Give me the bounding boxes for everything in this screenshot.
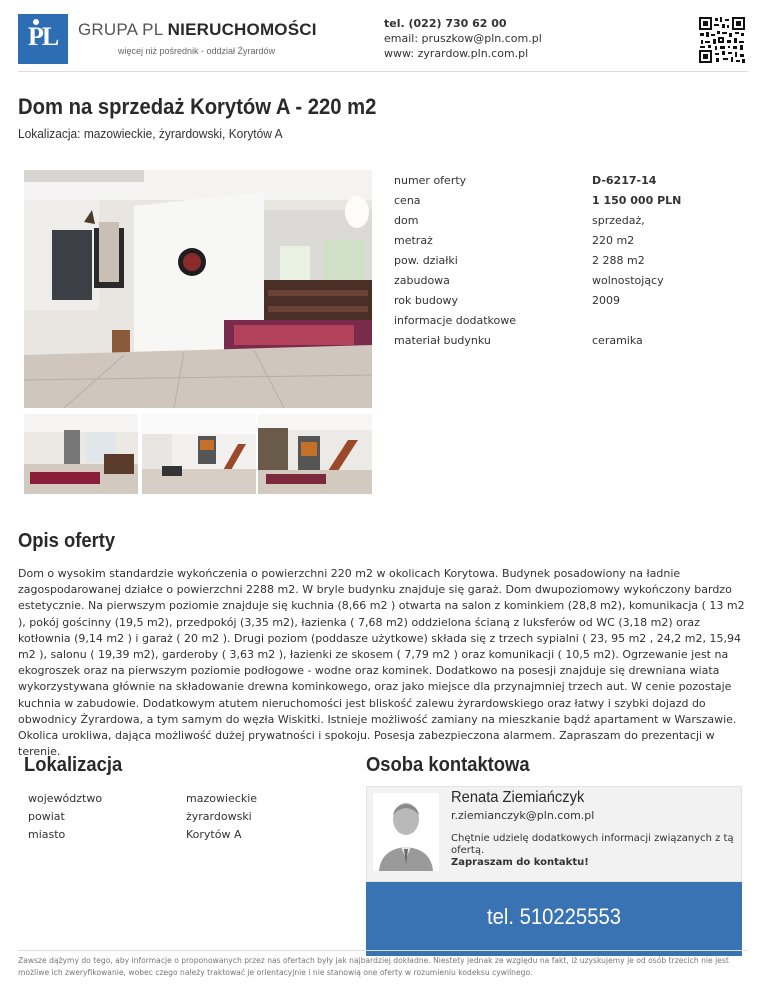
detail-row	[388, 230, 748, 250]
detail-row	[388, 290, 748, 310]
qr-code-icon	[698, 16, 746, 64]
location-table	[28, 790, 328, 844]
agent-avatar	[373, 793, 439, 871]
gallery-thumbnail[interactable]	[142, 414, 256, 494]
location-row	[28, 790, 328, 808]
location-heading: Lokalizacja	[24, 754, 123, 776]
agent-heading: Osoba kontaktowa	[366, 754, 530, 776]
agent-phone[interactable]: tel. 510225553	[487, 904, 621, 929]
detail-value: wolnostojący	[592, 274, 664, 287]
location-value: mazowieckie	[186, 792, 258, 805]
brand-tagline: więcej niż pośrednik - oddział Żyrardów	[118, 46, 276, 56]
location-row	[28, 826, 328, 844]
detail-row	[388, 270, 748, 290]
detail-row	[388, 310, 748, 330]
detail-value: 2 288 m2	[592, 254, 645, 267]
brand-main: NIERUCHOMOŚCI	[167, 20, 317, 39]
detail-label: pow. działki	[394, 254, 458, 267]
location-label: miasto	[28, 828, 66, 841]
detail-label: cena	[394, 194, 421, 207]
agent-card	[366, 786, 742, 882]
detail-label: dom	[394, 214, 419, 227]
brand-name[interactable]	[78, 20, 317, 40]
agent-name: Renata Ziemiańczyk	[451, 789, 585, 806]
detail-row	[388, 170, 748, 190]
office-email[interactable]: email: pruszkow@pln.com.pl	[384, 32, 542, 45]
location-value: Korytów A	[186, 828, 242, 841]
page-header	[0, 0, 768, 72]
agent-phone-box[interactable]	[366, 882, 742, 956]
detail-label: numer oferty	[394, 174, 467, 187]
offer-details-table	[388, 170, 748, 350]
detail-label: zabudowa	[394, 274, 450, 287]
description-heading: Opis oferty	[18, 530, 116, 552]
detail-value: ceramika	[592, 334, 643, 347]
offer-description: Dom o wysokim standardzie wykończenia o powierzchni 220 m2 w okolicach Korytowa. Budynek posadowiony na ładnie zagospodarowanej działce o powierzchni 2288 m2. W bryle budynku znajduje się garaż. Dom dwupoziomowy wykończony bardzo estetycznie. Na pierwszym poziomie znajduje się kuchnia (8,66 m2 ) otwarta na salon z kominkiem (28,8 m2), komunikacja ( 13 m2 ), pokój gościnny (19,5 m2), przedpokój (3,35 m2), łazienka ( 7,68 m2) oddzielona ścianą z luksferów od WC (3,18 m2) oraz kotłownia (9,14 m2 ) i garaż ( 20 m2 ). Drugi poziom (poddasze użytkowe) składa się z trzech sypialni ( 23, 95 m2 , 24,2 m2, 15,94 m2 ), salonu ( 19,39 m2), garderoby ( 3,63 m2 ), łazienki ze skosem ( 7,79 m2 ) oraz komunikacji ( 10,5 m2). Ogrzewanie jest na ekogroszek oraz na pierwszym poziomie podłogowe - wodne oraz kominek. Dodatkowo na posesji znajduje się drewniana wiata wykorzystywana głównie na składowanie drewna kominkowego, oraz jako miejsce dla przynajmniej trzech aut. W cenie pozostaje kuchnia w zabudowie. Dodatkowym atutem nieruchomości jest bliskość zalewu żyrardowskiego oraz łatwy i szybki dojazd do obwodnicy Żyrardowa, a tym samym do węzła Wiskitki. Istnieje możliwość zamiany na mieszkanie bądź apartament w Warszawie. Okolica urokliwa, dająca możliwość dużej prywatności i spokoju. Posesja zabezpieczona alarmem. Zapraszam do prezentacji w terenie.	[18, 567, 745, 759]
gallery-thumbnail[interactable]	[24, 414, 138, 494]
detail-value: sprzedaż,	[592, 214, 645, 227]
agent-info-text: Chętnie udzielę dodatkowych informacji związanych z tą ofertą.	[451, 833, 734, 856]
disclaimer: Zawsze dążymy do tego, aby informacje o proponowanych przez nas ofertach były jak najbardziej dokładne. Niestety jednak ze względu na fakt, iż uzyskujemy je od osób trzecich nie jest możliwe ich zweryfikowanie, wobec czego należy traktować je orientacyjnie i nie stanowią one oferty w rozumieniu kodeksu cywilnego.	[18, 956, 729, 977]
brand-prefix: GRUPA PL	[78, 20, 168, 39]
detail-row	[388, 190, 748, 210]
detail-value: 1 150 000 PLN	[592, 194, 682, 207]
footer-divider	[18, 950, 748, 951]
detail-value: D-6217-14	[592, 174, 657, 187]
location-summary: Lokalizacja: mazowieckie, żyrardowski, Korytów A	[18, 126, 283, 141]
main-property-photo[interactable]	[24, 170, 372, 408]
logo-icon[interactable]	[18, 14, 68, 64]
agent-email[interactable]: r.ziemianczyk@pln.com.pl	[451, 809, 595, 822]
detail-value: 220 m2	[592, 234, 635, 247]
header-divider	[18, 71, 748, 72]
agent-call-to-action: Zapraszam do kontaktu!	[451, 857, 589, 868]
location-row	[28, 808, 328, 826]
logo-text: PL	[28, 22, 58, 51]
detail-row	[388, 210, 748, 230]
detail-row	[388, 330, 748, 350]
detail-row	[388, 250, 748, 270]
detail-label: metraż	[394, 234, 433, 247]
location-label: województwo	[28, 792, 103, 805]
office-contact	[384, 16, 542, 61]
detail-label: informacje dodatkowe	[394, 314, 517, 327]
office-website[interactable]: www: zyrardow.pln.com.pl	[384, 47, 529, 60]
office-phone[interactable]: tel. (022) 730 62 00	[384, 17, 507, 30]
detail-label: materiał budynku	[394, 334, 491, 347]
location-value: żyrardowski	[186, 810, 252, 823]
detail-value: 2009	[592, 294, 620, 307]
detail-label: rok budowy	[394, 294, 459, 307]
gallery-thumbnail[interactable]	[258, 414, 372, 494]
page-title: Dom na sprzedaż Korytów A - 220 m2	[18, 94, 377, 119]
location-label: powiat	[28, 810, 65, 823]
